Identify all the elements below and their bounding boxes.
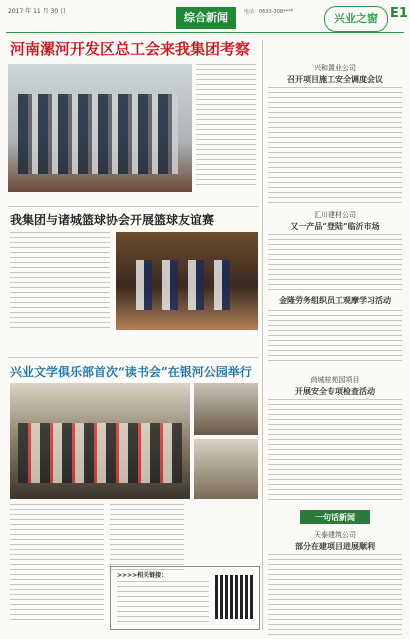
issue-date: 2017 年 11 月 30 日: [8, 8, 67, 15]
main-article-text: [196, 64, 256, 189]
newspaper-logo: 兴业之窗: [324, 6, 388, 32]
qr-code: [215, 575, 255, 619]
column-rule: [262, 40, 263, 630]
article-headline: 又一产品“登陆”临沂市场: [290, 221, 380, 231]
article-text: [268, 310, 402, 365]
basketball-photo: [116, 232, 258, 330]
reading-headline: 兴业文学俱乐部首次“读书会”在银河公园举行: [10, 365, 252, 379]
article-headline: 开展安全专项检查活动: [295, 386, 375, 396]
article-kicker: 天泰建筑公司: [314, 531, 356, 539]
reading-photo-2: [194, 383, 258, 435]
reading-article-text: [10, 504, 104, 624]
article-headline: 召开项目施工安全调度会议: [287, 74, 383, 84]
article-kicker: 汇川建材公司: [314, 211, 356, 219]
main-headline: 河南漯河开发区总工会来我集团考察: [10, 40, 251, 58]
players-figures: [136, 260, 236, 310]
basketball-article-text: [10, 232, 110, 332]
article-kicker: 兴和置业公司: [314, 64, 356, 72]
group-figures: [18, 94, 178, 174]
section-label: 综合新闻: [176, 7, 236, 29]
reading-photo: [10, 383, 190, 499]
article-text: [268, 399, 402, 504]
divider: [8, 206, 258, 207]
article-headline: 部分在建项目进展顺利: [295, 541, 375, 551]
reading-photo-3: [194, 439, 258, 499]
related-links-title: >>>>相关链接：: [117, 572, 168, 579]
divider: [8, 357, 258, 358]
page-number: E1: [390, 6, 408, 21]
article-kicker: 尚城桂苑园项目: [310, 376, 360, 384]
article-headline: 金隆劳务组织员工观摩学习活动: [279, 295, 391, 305]
article-text: [268, 234, 402, 294]
basketball-headline: 我集团与诸城篮球协会开展篮球友谊赛: [10, 213, 215, 227]
reading-article-text-2: [110, 504, 184, 574]
one-line-news-badge: 一句话新闻: [300, 510, 370, 524]
header-rule: [6, 32, 404, 33]
article-text: [268, 87, 402, 207]
contact-info: 电话：0633-308****: [244, 9, 294, 15]
related-links-box: [110, 566, 260, 630]
reading-group-figures: [18, 423, 182, 483]
main-photo: [8, 64, 192, 192]
related-links-text: [117, 581, 209, 626]
article-text: [268, 554, 402, 639]
